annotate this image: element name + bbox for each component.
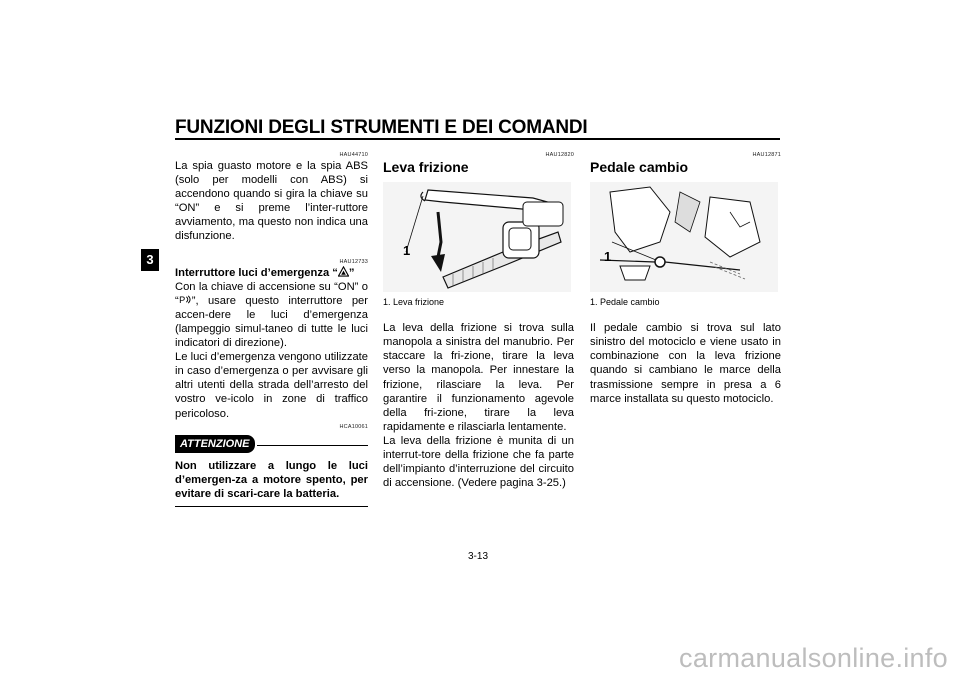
hazard-triangle-icon <box>338 266 349 277</box>
column-right <box>590 152 781 406</box>
column-middle <box>383 152 574 490</box>
shift-pedal-figure <box>590 182 778 292</box>
ref-code: HAU12820 <box>545 152 574 158</box>
callout-number: 1 <box>403 243 411 259</box>
warning-end-rule <box>175 506 368 507</box>
page-title: FUNZIONI DEGLI STRUMENTI E DEI COMANDI <box>175 117 588 138</box>
ref-code: HAU12871 <box>752 152 781 158</box>
paragraph: La leva della frizione si trova sulla manopola a sinistra del manubrio. Per staccare la fri-zione, tirare la leva verso la manopola. Per innestare la frizione, rilasciare la leva. Per garantire il funzionamento agevole della fri-zione, tirare la leva rapidamente e rilasciarla lentamente. <box>383 322 574 433</box>
ref-code: HAU44710 <box>339 152 368 158</box>
attention-rule <box>257 445 368 446</box>
chapter-tab: 3 <box>141 249 159 271</box>
paragraph: La leva della frizione è munita di un interrut-tore della frizione che fa parte dell’impianto d’interruzione del circuito di accensione. (Vedere pagina 3-25.) <box>383 434 574 490</box>
attention-label: ATTENZIONE <box>175 435 255 453</box>
parking-light-icon <box>179 294 192 305</box>
watermark: carmanualsonline.info <box>679 643 948 673</box>
section-title: Pedale cambio <box>590 159 689 175</box>
paragraph: Con la chiave di accensione su “ON” o “ P ”, usare questo interruttore per accen-dere le luci d’emergenza (lampeggio simul-taneo di tutte le luci indicatori di direzione). <box>175 280 368 350</box>
shift-pedal-illustration <box>590 182 778 292</box>
paragraph: Il pedale cambio si trova sul lato sinistro del motociclo e viene usato in combinazione con la leva frizione quando si cambiano le marce della trasmissione sempre in presa a 6 marce installata su questo motociclo. <box>590 322 781 405</box>
column-left <box>175 152 368 507</box>
callout-number: 1 <box>604 249 612 265</box>
clutch-lever-figure <box>383 182 571 292</box>
ref-code: HCA10061 <box>339 423 368 430</box>
svg-text:P: P <box>178 294 185 305</box>
figure-caption: 1. Leva frizione <box>383 297 445 308</box>
header-rule <box>175 138 780 140</box>
attention-banner <box>175 433 368 455</box>
section-heading: Interruttore luci d’emergenza “ ” <box>175 266 355 279</box>
warning-text: Non utilizzare a lungo le luci d’emergen-za a motore spento, per evitare di scari-care la batteria. <box>175 459 368 500</box>
section-title: Leva frizione <box>383 159 469 175</box>
page-number: 3-13 <box>468 551 489 562</box>
clutch-lever-illustration <box>383 182 571 292</box>
paragraph: La spia guasto motore e la spia ABS (solo per modelli con ABS) si accendono quando si gira la chiave su “ON” e si preme l’inter-ruttore avviamento, ma questo non indica una disfunzione. <box>175 160 368 243</box>
paragraph: Le luci d’emergenza vengono utilizzate in caso d’emergenza o per avvisare gli altri utenti della strada dell’arresto del vostro ve-icolo in zone di traffico pericoloso. <box>175 351 368 420</box>
figure-caption: 1. Pedale cambio <box>590 297 660 308</box>
ref-code: HAU12733 <box>339 258 368 265</box>
